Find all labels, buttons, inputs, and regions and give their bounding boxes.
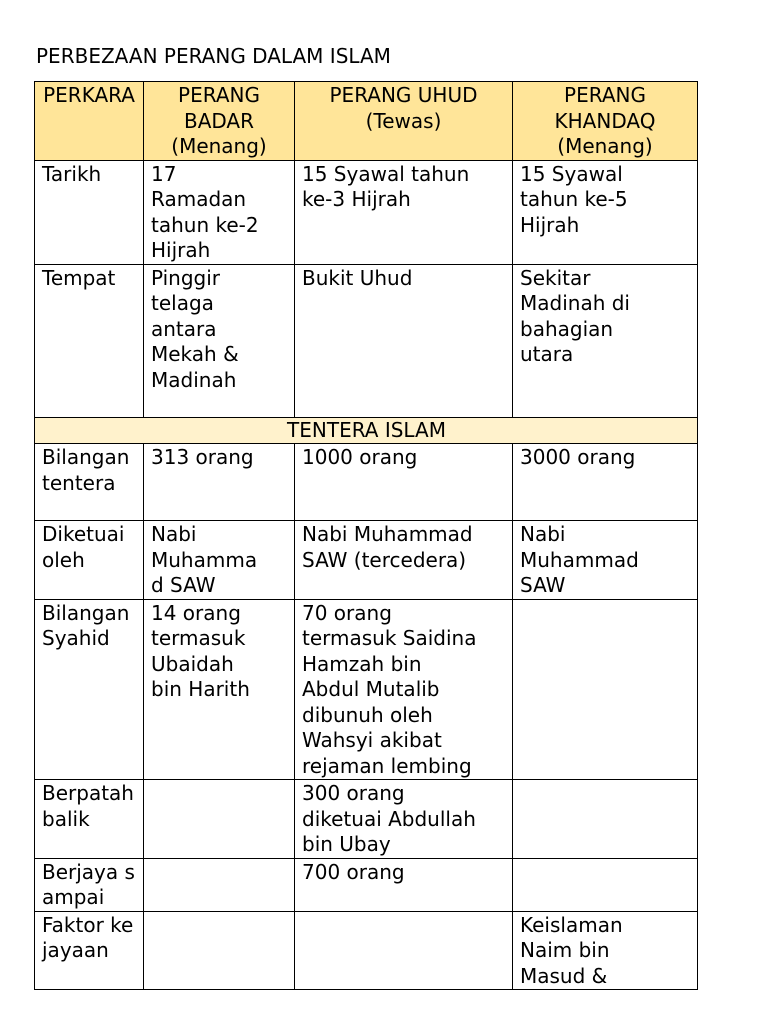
cell-khandaq xyxy=(513,858,698,911)
cell-badar: 14 orang termasuk Ubaidah bin Harith xyxy=(144,599,295,780)
cell-uhud: 300 orang diketuai Abdullah bin Ubay xyxy=(295,780,513,859)
cell-badar xyxy=(144,780,295,859)
cell-uhud: 70 orang termasuk Saidina Hamzah bin Abdul Mutalib dibunuh oleh Wahsyi akibat rejaman lembing xyxy=(295,599,513,780)
row-label-berjaya-sampai: Berjaya sampai xyxy=(35,858,144,911)
table-row xyxy=(35,160,698,264)
cell-khandaq xyxy=(513,780,698,859)
row-label-faktor-kejayaan: Faktor kejayaan xyxy=(35,911,144,990)
row-label-tarikh: Tarikh xyxy=(35,160,144,264)
cell-khandaq: Nabi Muhammad SAW xyxy=(513,521,698,600)
cell-khandaq: Sekitar Madinah di bahagian utara xyxy=(513,264,698,417)
cell-uhud: 1000 orang xyxy=(295,444,513,521)
cell-badar: 17 Ramadan tahun ke-2 Hijrah xyxy=(144,160,295,264)
cell-uhud: Nabi Muhammad SAW (tercedera) xyxy=(295,521,513,600)
table-row xyxy=(35,780,698,859)
row-label-bilangan-syahid: Bilangan Syahid xyxy=(35,599,144,780)
cell-khandaq: 15 Syawal tahun ke-5 Hijrah xyxy=(513,160,698,264)
cell-badar: Nabi Muhamma d SAW xyxy=(144,521,295,600)
table-row xyxy=(35,599,698,780)
table-row xyxy=(35,521,698,600)
cell-badar: Pinggir telaga antara Mekah & Madinah xyxy=(144,264,295,417)
cell-uhud: 700 orang xyxy=(295,858,513,911)
row-label-tempat: Tempat xyxy=(35,264,144,417)
document-title: PERBEZAAN PERANG DALAM ISLAM xyxy=(36,44,391,68)
header-perkara: PERKARA xyxy=(35,82,144,161)
row-label-bilangan-tentera: Bilangan tentera xyxy=(35,444,144,521)
cell-khandaq: 3000 orang xyxy=(513,444,698,521)
table-row xyxy=(35,444,698,521)
cell-uhud xyxy=(295,911,513,990)
table-row xyxy=(35,858,698,911)
cell-badar: 313 orang xyxy=(144,444,295,521)
row-label-diketuai-oleh: Diketuai oleh xyxy=(35,521,144,600)
header-badar: PERANG BADAR (Menang) xyxy=(144,82,295,161)
row-label-berpatah-balik: Berpatah balik xyxy=(35,780,144,859)
cell-khandaq xyxy=(513,599,698,780)
cell-uhud: Bukit Uhud xyxy=(295,264,513,417)
section-row-tentera-islam xyxy=(35,417,698,444)
table-row xyxy=(35,264,698,417)
comparison-table xyxy=(34,81,698,990)
header-uhud: PERANG UHUD (Tewas) xyxy=(295,82,513,161)
cell-badar xyxy=(144,911,295,990)
header-khandaq: PERANG KHANDAQ (Menang) xyxy=(513,82,698,161)
table-header-row xyxy=(35,82,698,161)
cell-badar xyxy=(144,858,295,911)
table-row xyxy=(35,911,698,990)
cell-uhud: 15 Syawal tahun ke-3 Hijrah xyxy=(295,160,513,264)
cell-khandaq: Keislaman Naim bin Masud & xyxy=(513,911,698,990)
section-title: TENTERA ISLAM xyxy=(35,417,698,444)
